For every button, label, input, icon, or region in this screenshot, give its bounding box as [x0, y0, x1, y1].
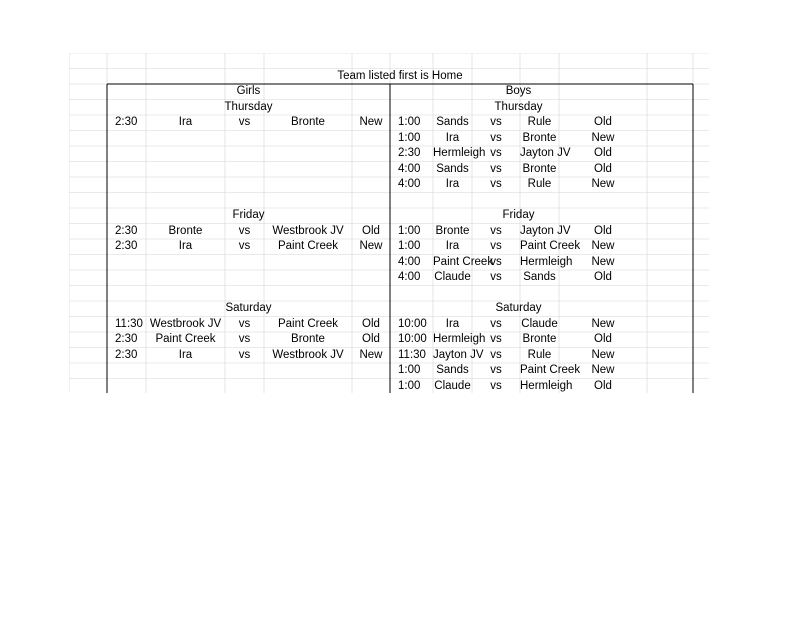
away-team: Bronte	[291, 116, 325, 128]
sheet-row	[69, 301, 734, 317]
boys-day-heading: Saturday	[495, 302, 542, 314]
gym-label: Old	[594, 116, 612, 128]
gym-label: Old	[594, 271, 612, 283]
gym-label: New	[359, 240, 383, 252]
game-time: 4:00	[398, 162, 421, 175]
sheet-row	[69, 162, 734, 178]
game-time: 10:00	[398, 317, 427, 330]
versus-label: vs	[490, 255, 502, 268]
away-team: Westbrook JV	[272, 348, 344, 361]
game-time: 2:30	[115, 116, 138, 128]
away-team: Hermleigh	[520, 379, 573, 392]
sheet-row	[69, 317, 734, 333]
game-time: 1:00	[398, 240, 421, 252]
game-time: 2:30	[115, 333, 138, 345]
home-team: Bronte	[168, 224, 203, 237]
boys-heading: Boys	[505, 85, 532, 97]
versus-label: vs	[490, 240, 502, 252]
gym-label: New	[591, 131, 615, 144]
sheet-row	[69, 379, 734, 395]
home-team: Paint Creek	[155, 333, 216, 345]
home-team: Paint Creek	[433, 255, 494, 268]
versus-label: vs	[238, 116, 251, 128]
gym-label: New	[591, 255, 615, 268]
boys-day-heading: Thursday	[494, 100, 543, 113]
sheet-row	[69, 255, 734, 271]
home-team: Hermleigh	[433, 333, 486, 345]
away-team: Rule	[527, 116, 552, 128]
away-team: Rule	[527, 178, 552, 190]
away-team: Rule	[527, 348, 552, 361]
gym-label: New	[591, 178, 615, 190]
home-team: Westbrook JV	[149, 317, 222, 330]
away-team: Bronte	[291, 333, 325, 345]
sheet-row	[69, 84, 734, 100]
sheet-row	[69, 100, 734, 116]
gym-label: New	[591, 317, 615, 330]
versus-label: vs	[490, 178, 502, 190]
sheet-row	[69, 348, 734, 364]
home-team: Claude	[434, 379, 471, 392]
away-team: Bronte	[522, 131, 557, 144]
versus-label: vs	[490, 364, 502, 376]
versus-label: vs	[490, 348, 502, 361]
home-team: Ira	[445, 131, 460, 144]
game-time: 2:30	[115, 224, 138, 237]
gym-label: Old	[362, 333, 380, 345]
home-team: Bronte	[435, 224, 470, 237]
versus-label: vs	[238, 348, 251, 361]
girls-day-heading: Friday	[232, 209, 265, 221]
versus-label: vs	[490, 317, 502, 330]
away-team: Jayton JV	[520, 147, 571, 159]
game-time: 11:30	[115, 317, 143, 330]
home-team: Ira	[178, 240, 193, 252]
sheet-row	[69, 146, 734, 162]
versus-label: vs	[490, 162, 502, 175]
game-time: 2:30	[115, 240, 138, 252]
game-time: 1:00	[398, 131, 421, 144]
gym-label: New	[359, 348, 383, 361]
gym-label: New	[591, 240, 615, 252]
versus-label: vs	[238, 240, 251, 252]
gym-label: Old	[594, 147, 612, 159]
gym-label: Old	[594, 224, 612, 237]
boys-day-heading: Friday	[502, 209, 535, 221]
versus-label: vs	[238, 333, 251, 345]
versus-label: vs	[490, 333, 502, 345]
sheet-row	[69, 363, 734, 379]
home-team: Ira	[178, 116, 193, 128]
gym-label: New	[591, 348, 615, 361]
girls-day-heading: Thursday	[224, 100, 273, 113]
home-team: Claude	[434, 271, 471, 283]
game-time: 11:30	[398, 348, 426, 361]
gym-label: New	[359, 116, 383, 128]
away-team: Paint Creek	[520, 240, 581, 252]
game-time: 10:00	[398, 333, 427, 345]
game-time: 4:00	[398, 255, 421, 268]
gym-label: Old	[362, 317, 380, 330]
game-time: 1:00	[398, 379, 421, 392]
sheet-row	[69, 193, 734, 209]
away-team: Hermleigh	[520, 255, 573, 268]
page-title: Team listed first is Home	[337, 69, 463, 82]
versus-label: vs	[490, 131, 502, 144]
gym-label: Old	[362, 224, 380, 237]
versus-label: vs	[238, 224, 251, 237]
game-time: 1:00	[398, 364, 421, 376]
home-team: Ira	[445, 178, 460, 190]
away-team: Westbrook JV	[272, 224, 344, 237]
game-time: 1:00	[398, 224, 421, 237]
home-team: Sands	[436, 116, 469, 128]
away-team: Sands	[523, 271, 556, 283]
away-team: Paint Creek	[277, 317, 339, 330]
game-time: 1:00	[398, 116, 421, 128]
sheet-row	[69, 131, 734, 147]
versus-label: vs	[490, 147, 502, 159]
away-team: Paint Creek	[520, 364, 581, 376]
sheet-row	[69, 208, 734, 224]
away-team: Paint Creek	[277, 240, 339, 252]
away-team: Claude	[521, 317, 558, 330]
home-team: Sands	[436, 162, 469, 175]
sheet-row	[69, 69, 734, 85]
away-team: Bronte	[522, 333, 557, 345]
game-time: 4:00	[398, 271, 421, 283]
girls-day-heading: Saturday	[225, 302, 272, 314]
game-time: 2:30	[115, 348, 138, 361]
home-team: Hermleigh	[433, 147, 486, 159]
sheet-row	[69, 115, 734, 131]
versus-label: vs	[490, 271, 502, 283]
sheet-row	[69, 286, 734, 302]
home-team: Jayton JV	[433, 348, 484, 361]
gym-label: New	[591, 364, 615, 376]
game-time: 4:00	[398, 178, 421, 190]
versus-label: vs	[490, 116, 502, 128]
sheet-row	[69, 332, 734, 348]
gym-label: Old	[594, 333, 612, 345]
sheet-row	[69, 270, 734, 286]
versus-label: vs	[490, 224, 502, 237]
sheet-row	[69, 177, 734, 193]
gym-label: Old	[594, 379, 612, 392]
away-team: Bronte	[522, 162, 557, 175]
versus-label: vs	[238, 317, 251, 330]
girls-heading: Girls	[236, 85, 261, 97]
sheet-row	[69, 224, 734, 240]
gym-label: Old	[594, 162, 612, 175]
home-team: Ira	[445, 317, 460, 330]
versus-label: vs	[490, 379, 502, 392]
game-time: 2:30	[398, 147, 421, 159]
sheet-row	[69, 239, 734, 255]
away-team: Jayton JV	[520, 224, 571, 237]
home-team: Ira	[178, 348, 193, 361]
home-team: Sands	[436, 364, 469, 376]
home-team: Ira	[445, 240, 460, 252]
